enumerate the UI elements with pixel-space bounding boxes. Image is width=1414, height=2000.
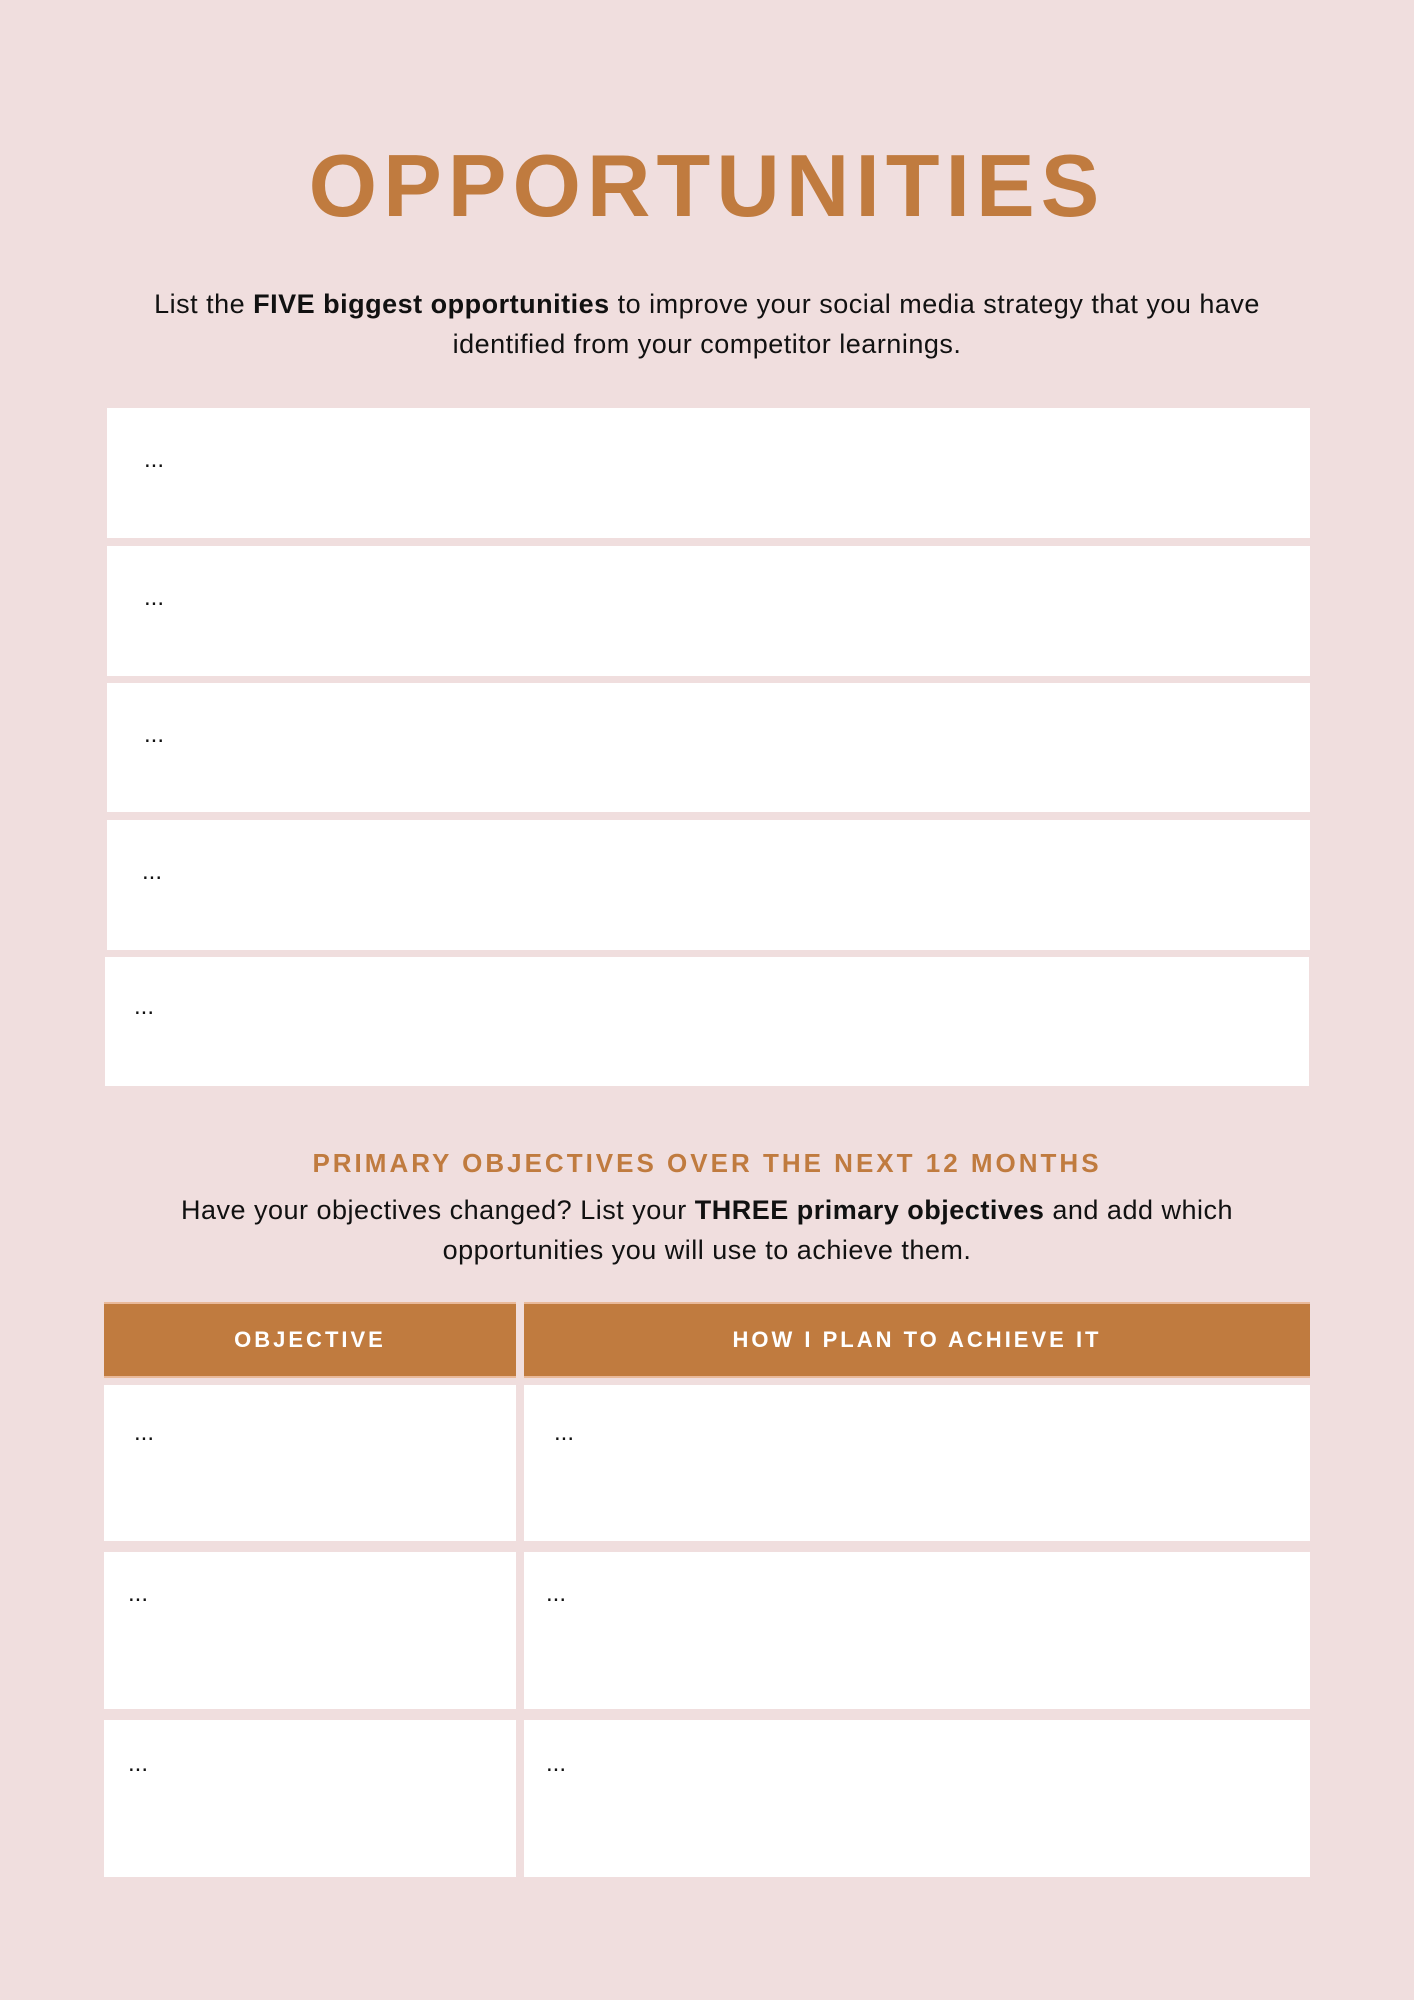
intro-post: to improve your social media strategy that you have identified from your competitor learnings.	[452, 289, 1260, 359]
objective-field-2[interactable]	[104, 1552, 516, 1709]
field-text: ...	[554, 1419, 575, 1446]
intro-text	[120, 284, 1294, 364]
plan-field-1[interactable]	[524, 1385, 1310, 1541]
field-text: ...	[546, 1750, 567, 1777]
field-text: ...	[144, 721, 165, 748]
opportunity-field-1[interactable]	[107, 408, 1310, 538]
opportunity-field-3[interactable]	[107, 683, 1310, 812]
intro-bold: FIVE biggest opportunities	[253, 289, 610, 319]
field-text: ...	[144, 446, 165, 473]
header-plan: HOW I PLAN TO ACHIEVE IT	[524, 1302, 1310, 1378]
objective-field-1[interactable]	[104, 1385, 516, 1541]
page-title: OPPORTUNITIES	[308, 136, 1106, 235]
field-text: ...	[144, 584, 165, 611]
opportunity-field-5[interactable]	[105, 957, 1309, 1086]
field-text: ...	[134, 1419, 155, 1446]
header-objective: OBJECTIVE	[104, 1302, 516, 1378]
objectives-heading: PRIMARY OBJECTIVES OVER THE NEXT 12 MONTHS	[312, 1148, 1102, 1178]
objectives-text	[120, 1190, 1294, 1270]
field-text: ...	[128, 1750, 149, 1777]
field-text: ...	[134, 993, 155, 1020]
field-text: ...	[142, 858, 163, 885]
objective-field-3[interactable]	[104, 1720, 516, 1877]
objectives-bold: THREE primary objectives	[694, 1195, 1045, 1225]
opportunity-field-4[interactable]	[107, 820, 1310, 950]
field-text: ...	[128, 1580, 149, 1607]
opportunity-field-2[interactable]	[107, 546, 1310, 676]
intro-pre: List the	[154, 289, 254, 319]
field-text: ...	[546, 1580, 567, 1607]
plan-field-3[interactable]	[524, 1720, 1310, 1877]
plan-field-2[interactable]	[524, 1552, 1310, 1709]
objectives-post: and add which opportunities you will use to achieve them.	[442, 1195, 1234, 1265]
objectives-pre: Have your objectives changed? List your	[180, 1195, 695, 1225]
